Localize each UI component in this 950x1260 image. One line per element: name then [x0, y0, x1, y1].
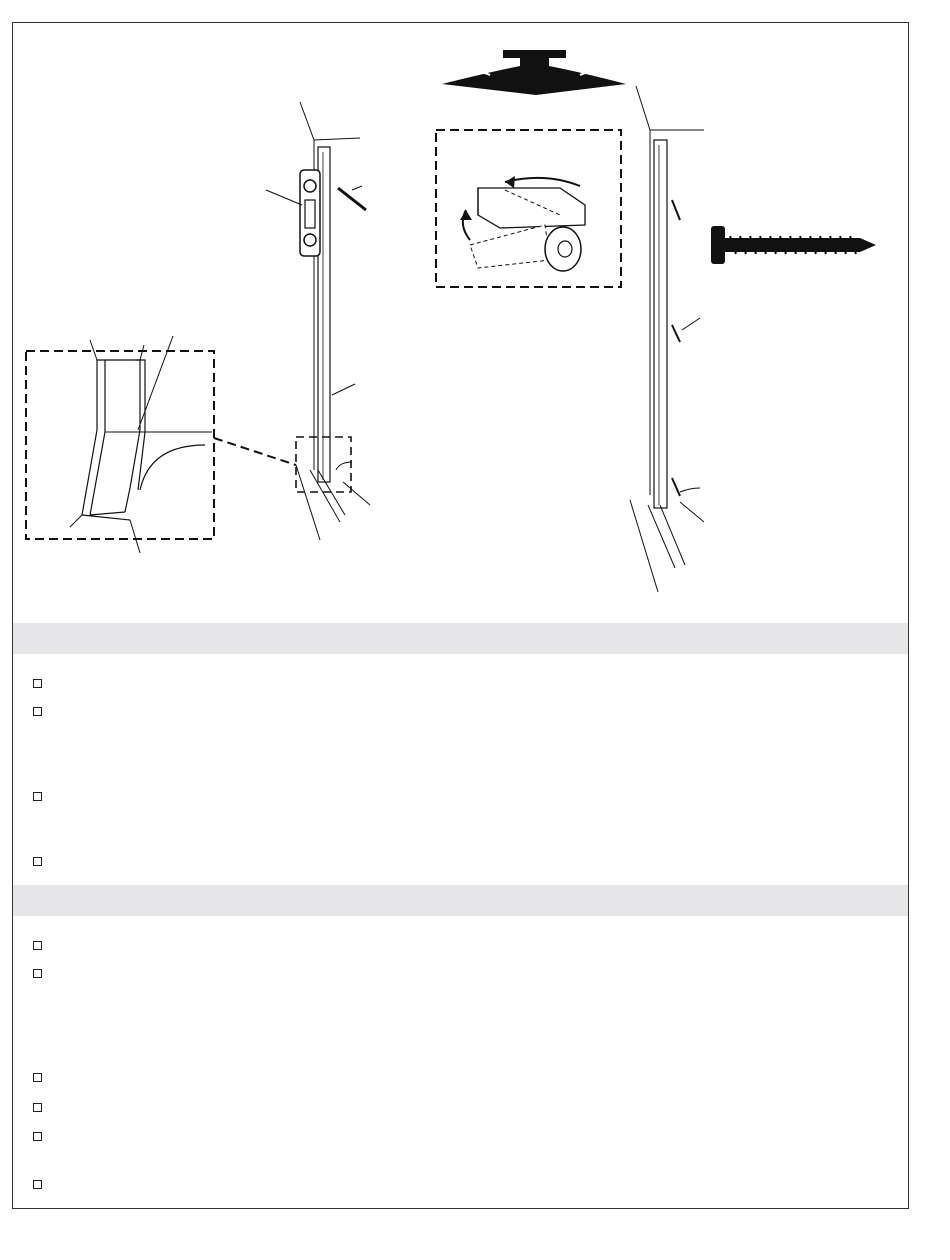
checklist-item[interactable] — [33, 705, 52, 716]
checkbox-icon[interactable] — [33, 1180, 42, 1189]
checkbox-icon[interactable] — [33, 1132, 42, 1141]
checkbox-icon[interactable] — [33, 792, 42, 801]
checkbox-icon[interactable] — [33, 969, 42, 978]
profile-cross-section — [442, 50, 626, 95]
checkbox-icon[interactable] — [33, 857, 42, 866]
checkbox-icon[interactable] — [33, 941, 42, 950]
checkbox-icon[interactable] — [33, 679, 42, 688]
checklist-item[interactable] — [33, 939, 52, 950]
checklist-item[interactable] — [33, 1101, 52, 1112]
detail-leader-line — [214, 438, 296, 465]
channel-with-level — [266, 102, 370, 540]
anchor-detail-inset — [436, 130, 621, 287]
checklist-item[interactable] — [33, 1130, 52, 1141]
corner-detail-inset — [26, 336, 214, 553]
checklist-item[interactable] — [33, 1071, 52, 1082]
checklist-item[interactable] — [33, 1178, 52, 1189]
checklist-item[interactable] — [33, 677, 52, 688]
channel-with-screws — [630, 86, 704, 592]
checklist-item[interactable] — [33, 790, 52, 801]
checkbox-icon[interactable] — [33, 707, 42, 716]
screw-icon — [711, 226, 876, 264]
checkbox-icon[interactable] — [33, 1073, 42, 1082]
section-header-2 — [13, 885, 908, 916]
checklist-item[interactable] — [33, 967, 52, 978]
section-header-1 — [13, 623, 908, 654]
installation-illustration — [0, 0, 950, 620]
checkbox-icon[interactable] — [33, 1103, 42, 1112]
checklist-item[interactable] — [33, 855, 52, 866]
